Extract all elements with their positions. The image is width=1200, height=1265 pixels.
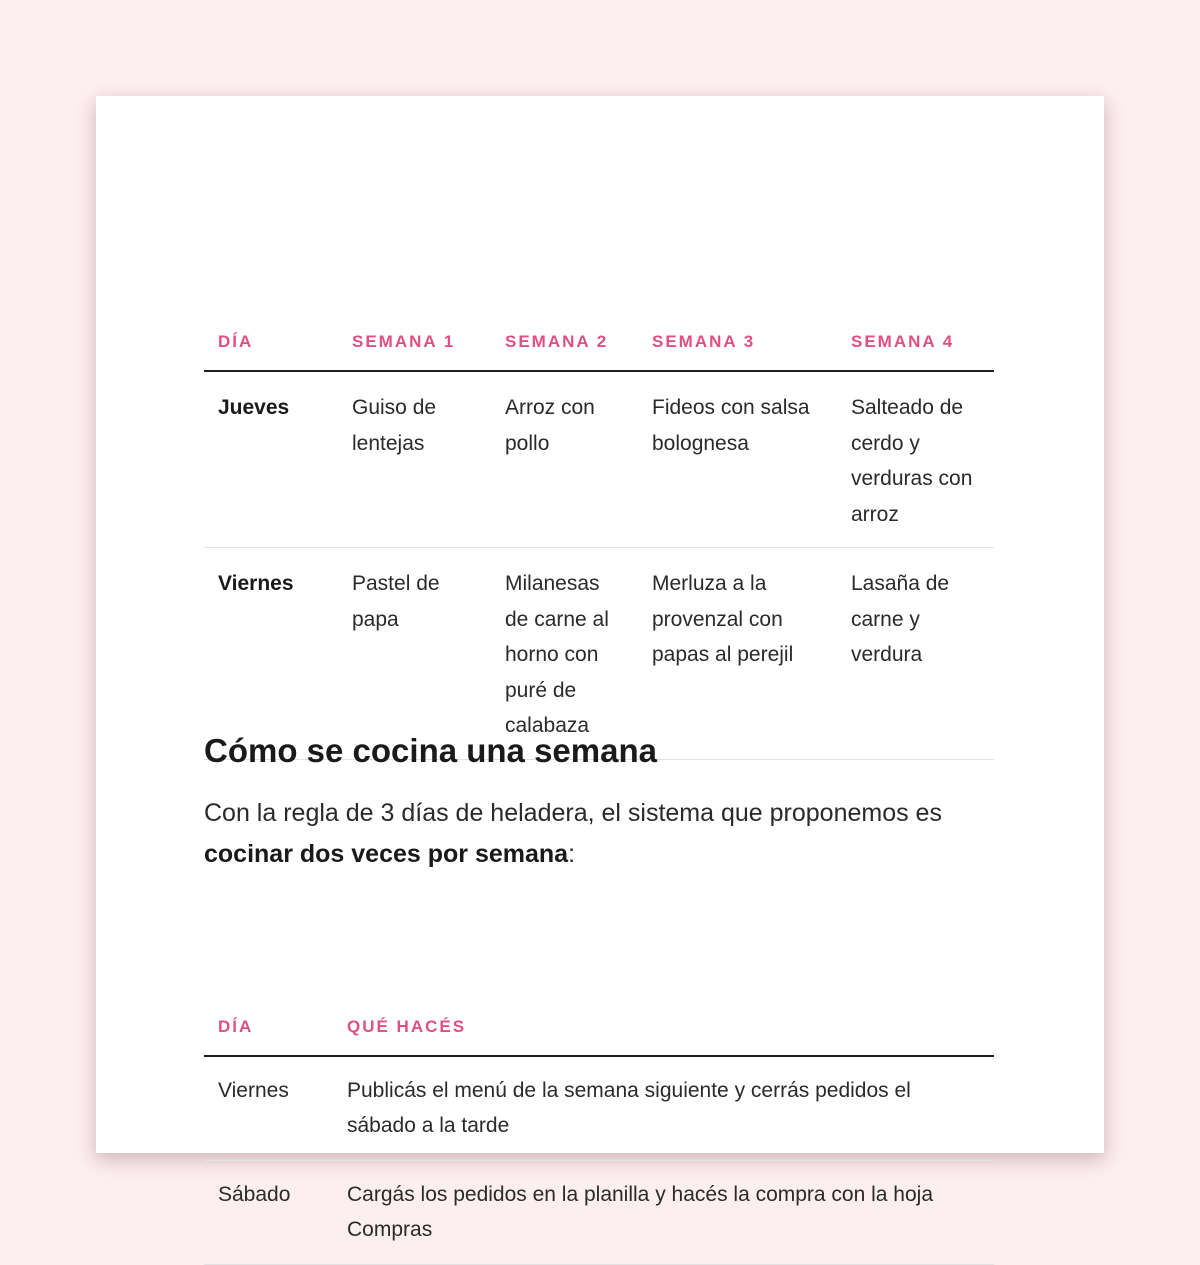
- table-header-row: [204, 999, 994, 1056]
- menu-cell: Pastel de papa: [338, 548, 491, 760]
- intro-punctuation: :: [568, 840, 576, 868]
- column-header-dia: DÍA: [204, 999, 333, 1056]
- document-card: [96, 96, 1104, 1241]
- menu-cell: Salteado de cerdo y verduras con arroz: [837, 371, 994, 548]
- weekly-schedule-table: [204, 999, 994, 1265]
- column-header-dia: DÍA: [204, 314, 338, 371]
- menu-cell: Milanesas de carne al horno con puré de calabaza: [491, 548, 638, 760]
- section-intro: [204, 793, 994, 875]
- intro-bold-text: cocinar dos veces por semana: [204, 840, 569, 868]
- table-row: [204, 548, 994, 760]
- task-cell: Cargás los pedidos en la planilla y hacés la compra con la hoja Compras: [333, 1161, 994, 1265]
- table-header-row: [204, 314, 994, 371]
- column-header-semana-4: SEMANA 4: [837, 314, 994, 371]
- menu-cell: Lasaña de carne y verdura: [837, 548, 994, 760]
- column-header-que-haces: QUÉ HACÉS: [333, 999, 994, 1056]
- weekly-menu-table: [204, 314, 994, 760]
- table-row: [204, 1056, 994, 1161]
- column-header-semana-3: SEMANA 3: [638, 314, 837, 371]
- menu-cell: Merluza a la provenzal con papas al perejil: [638, 548, 837, 760]
- day-cell: Jueves: [204, 371, 338, 548]
- intro-text: Con la regla de 3 días de heladera, el sistema que proponemos es: [204, 799, 942, 827]
- task-cell: Publicás el menú de la semana siguiente y cerrás pedidos el sábado a la tarde: [333, 1056, 994, 1161]
- column-header-semana-1: SEMANA 1: [338, 314, 491, 371]
- day-cell: Sábado: [204, 1161, 333, 1265]
- table-row: [204, 371, 994, 548]
- day-cell: Viernes: [204, 1056, 333, 1161]
- menu-cell: Guiso de lentejas: [338, 371, 491, 548]
- table-row: [204, 1161, 994, 1265]
- section-heading: Cómo se cocina una semana: [204, 732, 657, 769]
- menu-cell: Arroz con pollo: [491, 371, 638, 548]
- column-header-semana-2: SEMANA 2: [491, 314, 638, 371]
- day-cell: Viernes: [204, 548, 338, 760]
- menu-cell: Fideos con salsa bolognesa: [638, 371, 837, 548]
